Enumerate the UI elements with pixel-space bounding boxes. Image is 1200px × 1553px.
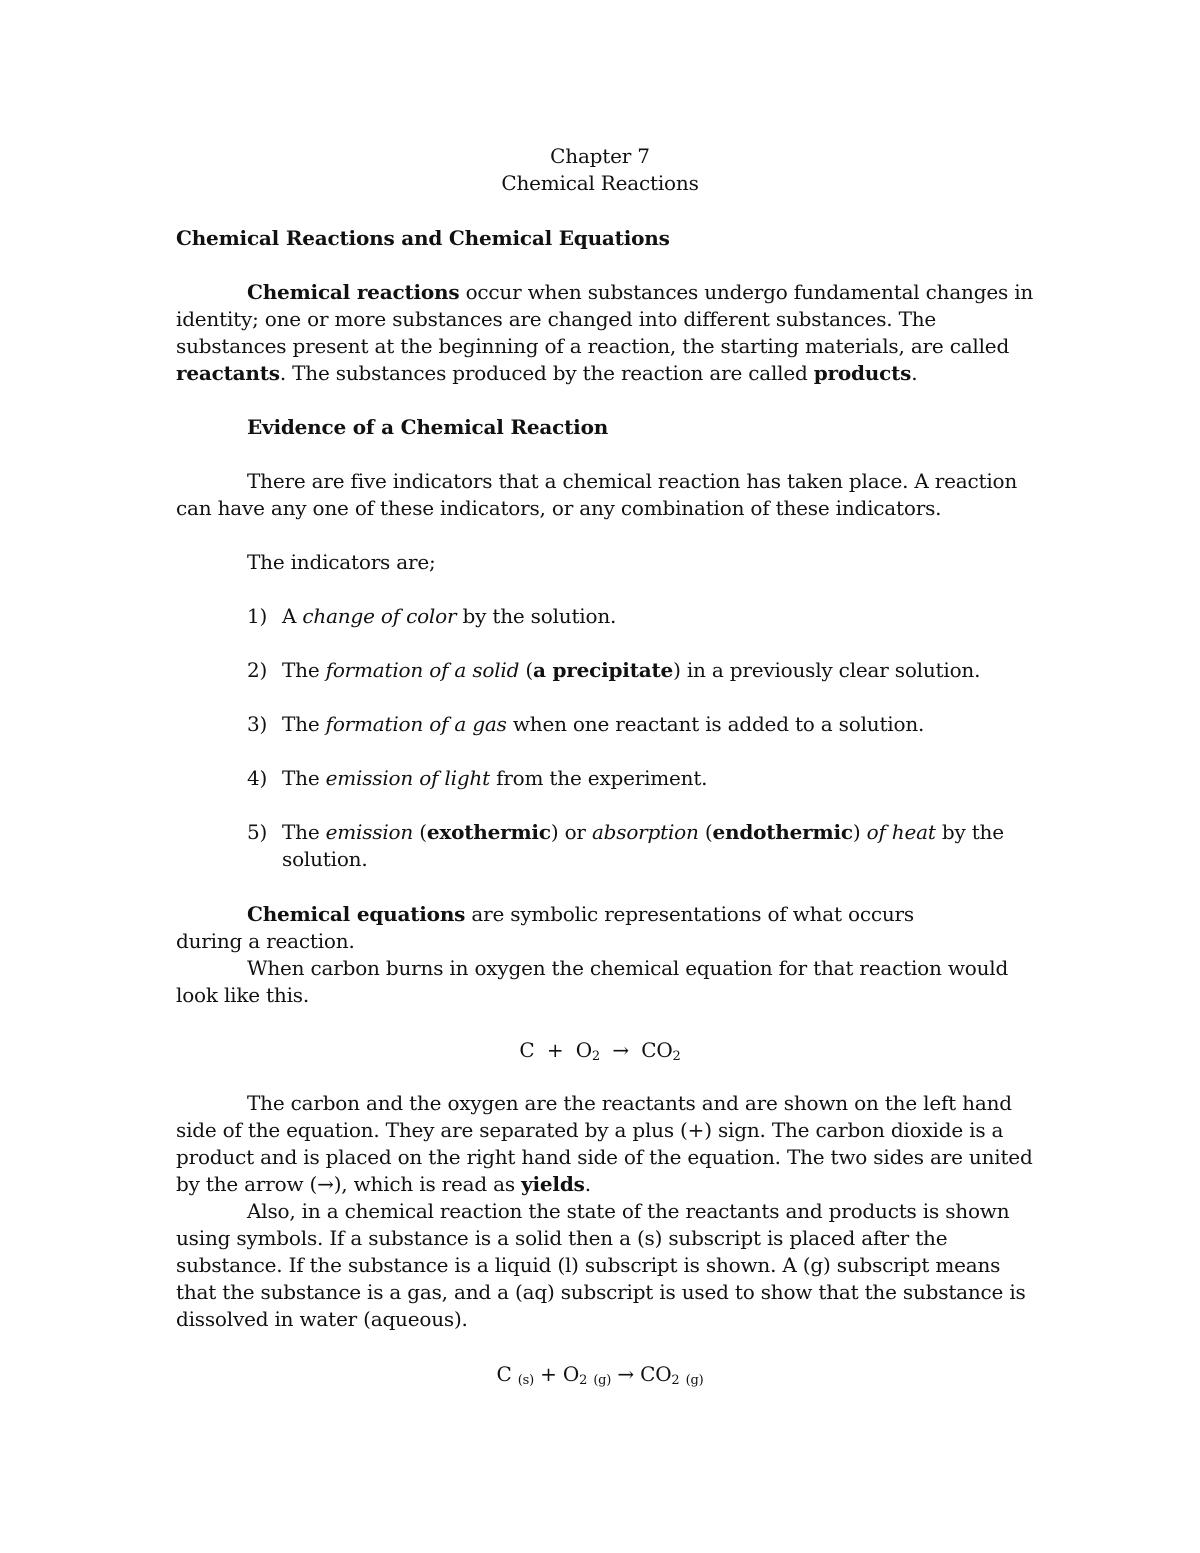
chapter-number: Chapter 7: [550, 144, 650, 168]
paragraph-reactants-products: The carbon and the oxygen are the reactants and are shown on the left hand side of the equation. They are separated by a plus (+) sign. The carbon dioxide is a product and is placed on the right hand side of the equation. The two sides are united by the arrow (→), which is read as yields.: [176, 1091, 1033, 1196]
chapter-title: Chemical Reactions: [501, 171, 699, 195]
list-item: 1) A change of color by the solution.: [247, 604, 617, 628]
term-yields: yields: [521, 1172, 585, 1196]
list-number: 2): [247, 658, 268, 682]
section-title: Chemical Reactions and Chemical Equations: [176, 226, 670, 250]
paragraph-indicators: There are five indicators that a chemical reaction has taken place. A reaction can have any one of these indicators, or any combination of these indicators.: [176, 469, 1018, 520]
equation-carbon-oxygen: $C + O_2 \to CO_2$: [519, 1038, 681, 1064]
term-reactants: reactants: [176, 361, 280, 385]
list-item: 3) The formation of a gas when one reactant is added to a solution.: [247, 712, 925, 736]
list-item: 4) The emission of light from the experiment.: [247, 766, 708, 790]
list-number: 4): [247, 766, 268, 790]
list-item: 2) The formation of a solid (a precipitate) in a previously clear solution.: [247, 658, 981, 682]
term-products: products: [813, 361, 912, 385]
paragraph-chemical-equations: Chemical equations are symbolic representations of what occurs during a reaction.: [176, 902, 914, 953]
chapter-heading: [0, 143, 1200, 197]
list-number: 3): [247, 712, 268, 736]
indicators-intro: The indicators are;: [247, 550, 436, 574]
list-number: 5): [247, 820, 268, 844]
term-chemical-equations: Chemical equations: [247, 902, 466, 926]
equation-with-states: C $_{(s)} + O_2$ $_{(g)} \to CO_2$ $_{(g)}$: [496, 1362, 704, 1388]
term-chemical-reactions: Chemical reactions: [247, 280, 460, 304]
paragraph-chemical-reactions: Chemical reactions occur when substances undergo fundamental changes in identity; one or more substances are changed into different substances. The substances present at the beginning of a reaction, the starting materials, are called reactants. The substances produced by the reaction are called products.: [176, 280, 1034, 385]
list-number: 1): [247, 604, 268, 628]
paragraph-carbon-burns: When carbon burns in oxygen the chemical equation for that reaction would look like this.: [176, 956, 1009, 1007]
paragraph-state-symbols: Also, in a chemical reaction the state of the reactants and products is shown using symbols. If a substance is a solid then a (s) subscript is placed after the substance. If the substance is a liquid (l) subscript is shown. A (g) subscript means that the substance is a gas, and a (aq) subscript is used to show that the substance is dissolved in water (aqueous).: [176, 1199, 1026, 1331]
evidence-heading: Evidence of a Chemical Reaction: [247, 415, 609, 439]
list-item: 5) The emission (exothermic) or absorption (endothermic) of heat by the solution.: [247, 820, 1004, 871]
